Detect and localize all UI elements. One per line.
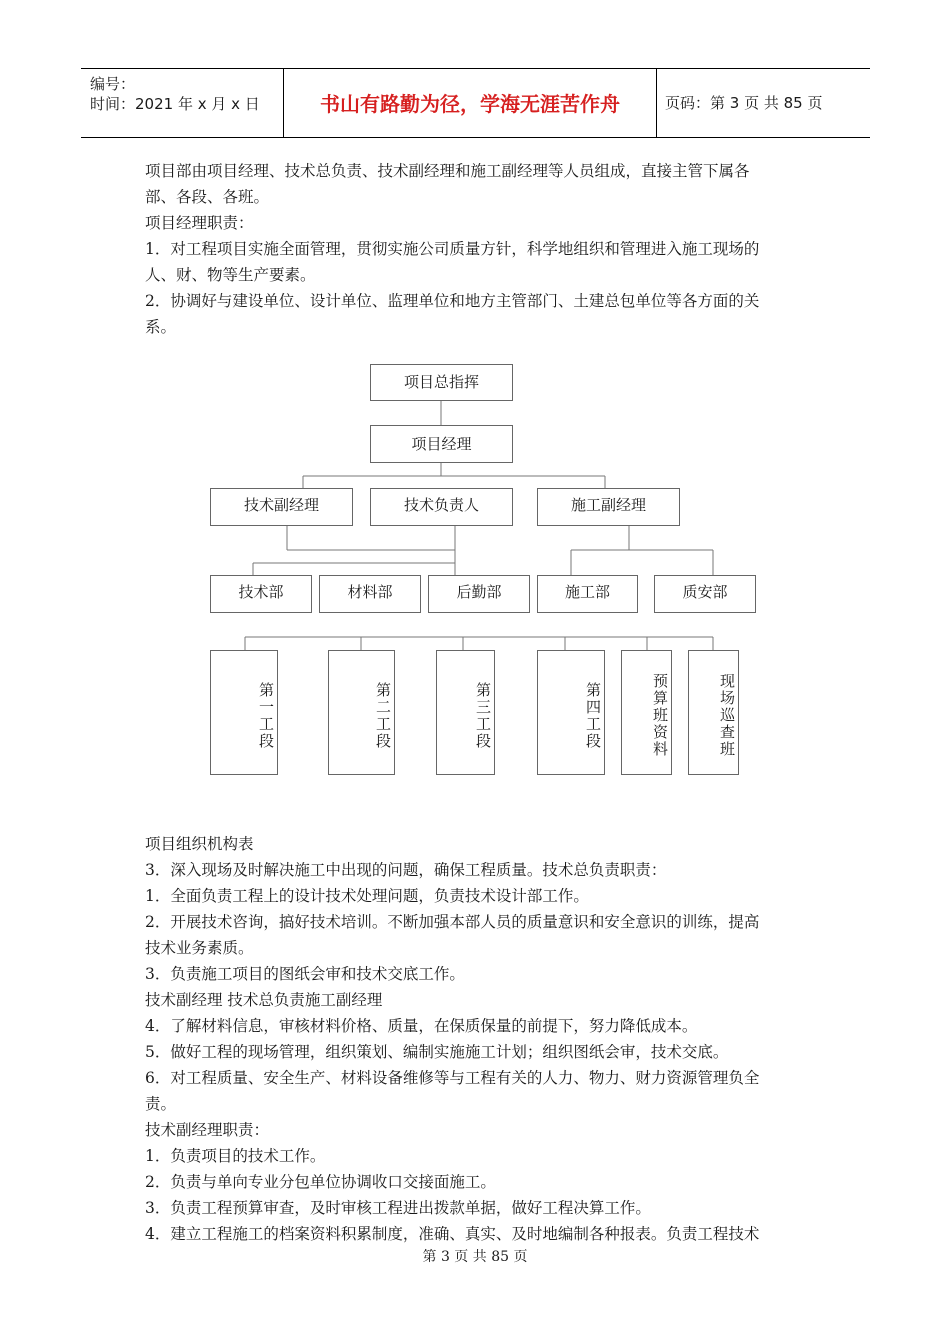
intro-line: 项目部由项目经理、技术总负责、技术副经理和施工副经理等人员组成，直接主管下属各 [145, 162, 750, 180]
body-line: 3．负责施工项目的图纸会审和技术交底工作。 [145, 965, 465, 983]
org-box-deputy: 技术负责人 [370, 488, 513, 526]
org-box-top: 项目总指挥 [370, 364, 513, 401]
intro-line: 系。 [145, 318, 177, 336]
body-line: 3．深入现场及时解决施工中出现的问题，确保工程质量。技术总负责职责： [145, 861, 667, 879]
org-box-unit: 第三工段 [436, 650, 495, 775]
body-line: 技术副经理 技术总负责施工副经理 [145, 991, 383, 1009]
org-box-department: 施工部 [537, 575, 638, 613]
body-line: 2．负责与单向专业分包单位协调收口交接面施工。 [145, 1173, 496, 1191]
time-label: 时间：2021 年 x 月 x 日 [90, 95, 260, 113]
body-line: 1．负责项目的技术工作。 [145, 1147, 326, 1165]
header-motto: 书山有路勤为径，学海无涯苦作舟 [283, 69, 657, 137]
org-box-deputy: 技术副经理 [210, 488, 353, 526]
chart-caption: 项目组织机构表 [145, 835, 254, 853]
intro-line: 人、财、物等生产要素。 [145, 266, 316, 284]
body-line: 2．开展技术咨询，搞好技术培训。不断加强本部人员的质量意识和安全意识的训练，提高 [145, 913, 760, 931]
org-box-unit: 现场巡查班 [688, 650, 739, 775]
intro-line: 2．协调好与建设单位、设计单位、监理单位和地方主管部门、土建总包单位等各方面的关 [145, 292, 760, 310]
body-line: 3．负责工程预算审查，及时审核工程进出拨款单据，做好工程决算工作。 [145, 1199, 651, 1217]
body-line: 6．对工程质量、安全生产、材料设备维修等与工程有关的人力、物力、财力资源管理负全 [145, 1069, 760, 1087]
intro-line: 1．对工程项目实施全面管理，贯彻实施公司质量方针，科学地组织和管理进入施工现场的 [145, 240, 760, 258]
body-line: 4．了解材料信息，审核材料价格、质量，在保质保量的前提下，努力降低成本。 [145, 1017, 698, 1035]
serial-label: 编号： [90, 75, 136, 93]
body-line: 1．全面负责工程上的设计技术处理问题，负责技术设计部工作。 [145, 887, 589, 905]
org-box-department: 后勤部 [428, 575, 530, 613]
org-box-unit: 第二工段 [328, 650, 395, 775]
body-line: 责。 [145, 1095, 177, 1113]
intro-line: 项目经理职责： [145, 214, 254, 232]
body-line: 4．建立工程施工的档案资料积累制度，准确、真实、及时地编制各种报表。负责工程技术 [145, 1225, 760, 1243]
org-box-department: 材料部 [319, 575, 421, 613]
org-box-unit: 第一工段 [210, 650, 278, 775]
org-box-unit: 第四工段 [537, 650, 605, 775]
body-line: 技术副经理职责： [145, 1121, 270, 1139]
intro-line: 部、各段、各班。 [145, 188, 270, 206]
org-box-department: 质安部 [654, 575, 756, 613]
org-box-deputy: 施工副经理 [537, 488, 680, 526]
body-line: 技术业务素质。 [145, 939, 254, 957]
org-box-department: 技术部 [210, 575, 312, 613]
header-page-info: 页码：第 3 页 共 85 页 [665, 94, 823, 112]
org-box-manager: 项目经理 [370, 425, 513, 463]
body-text [145, 831, 810, 1247]
org-box-unit: 预算班资料 [621, 650, 672, 775]
body-line: 5．做好工程的现场管理，组织策划、编制实施施工计划；组织图纸会审，技术交底。 [145, 1043, 729, 1061]
page-footer: 第 3 页 共 85 页 [422, 1249, 528, 1265]
